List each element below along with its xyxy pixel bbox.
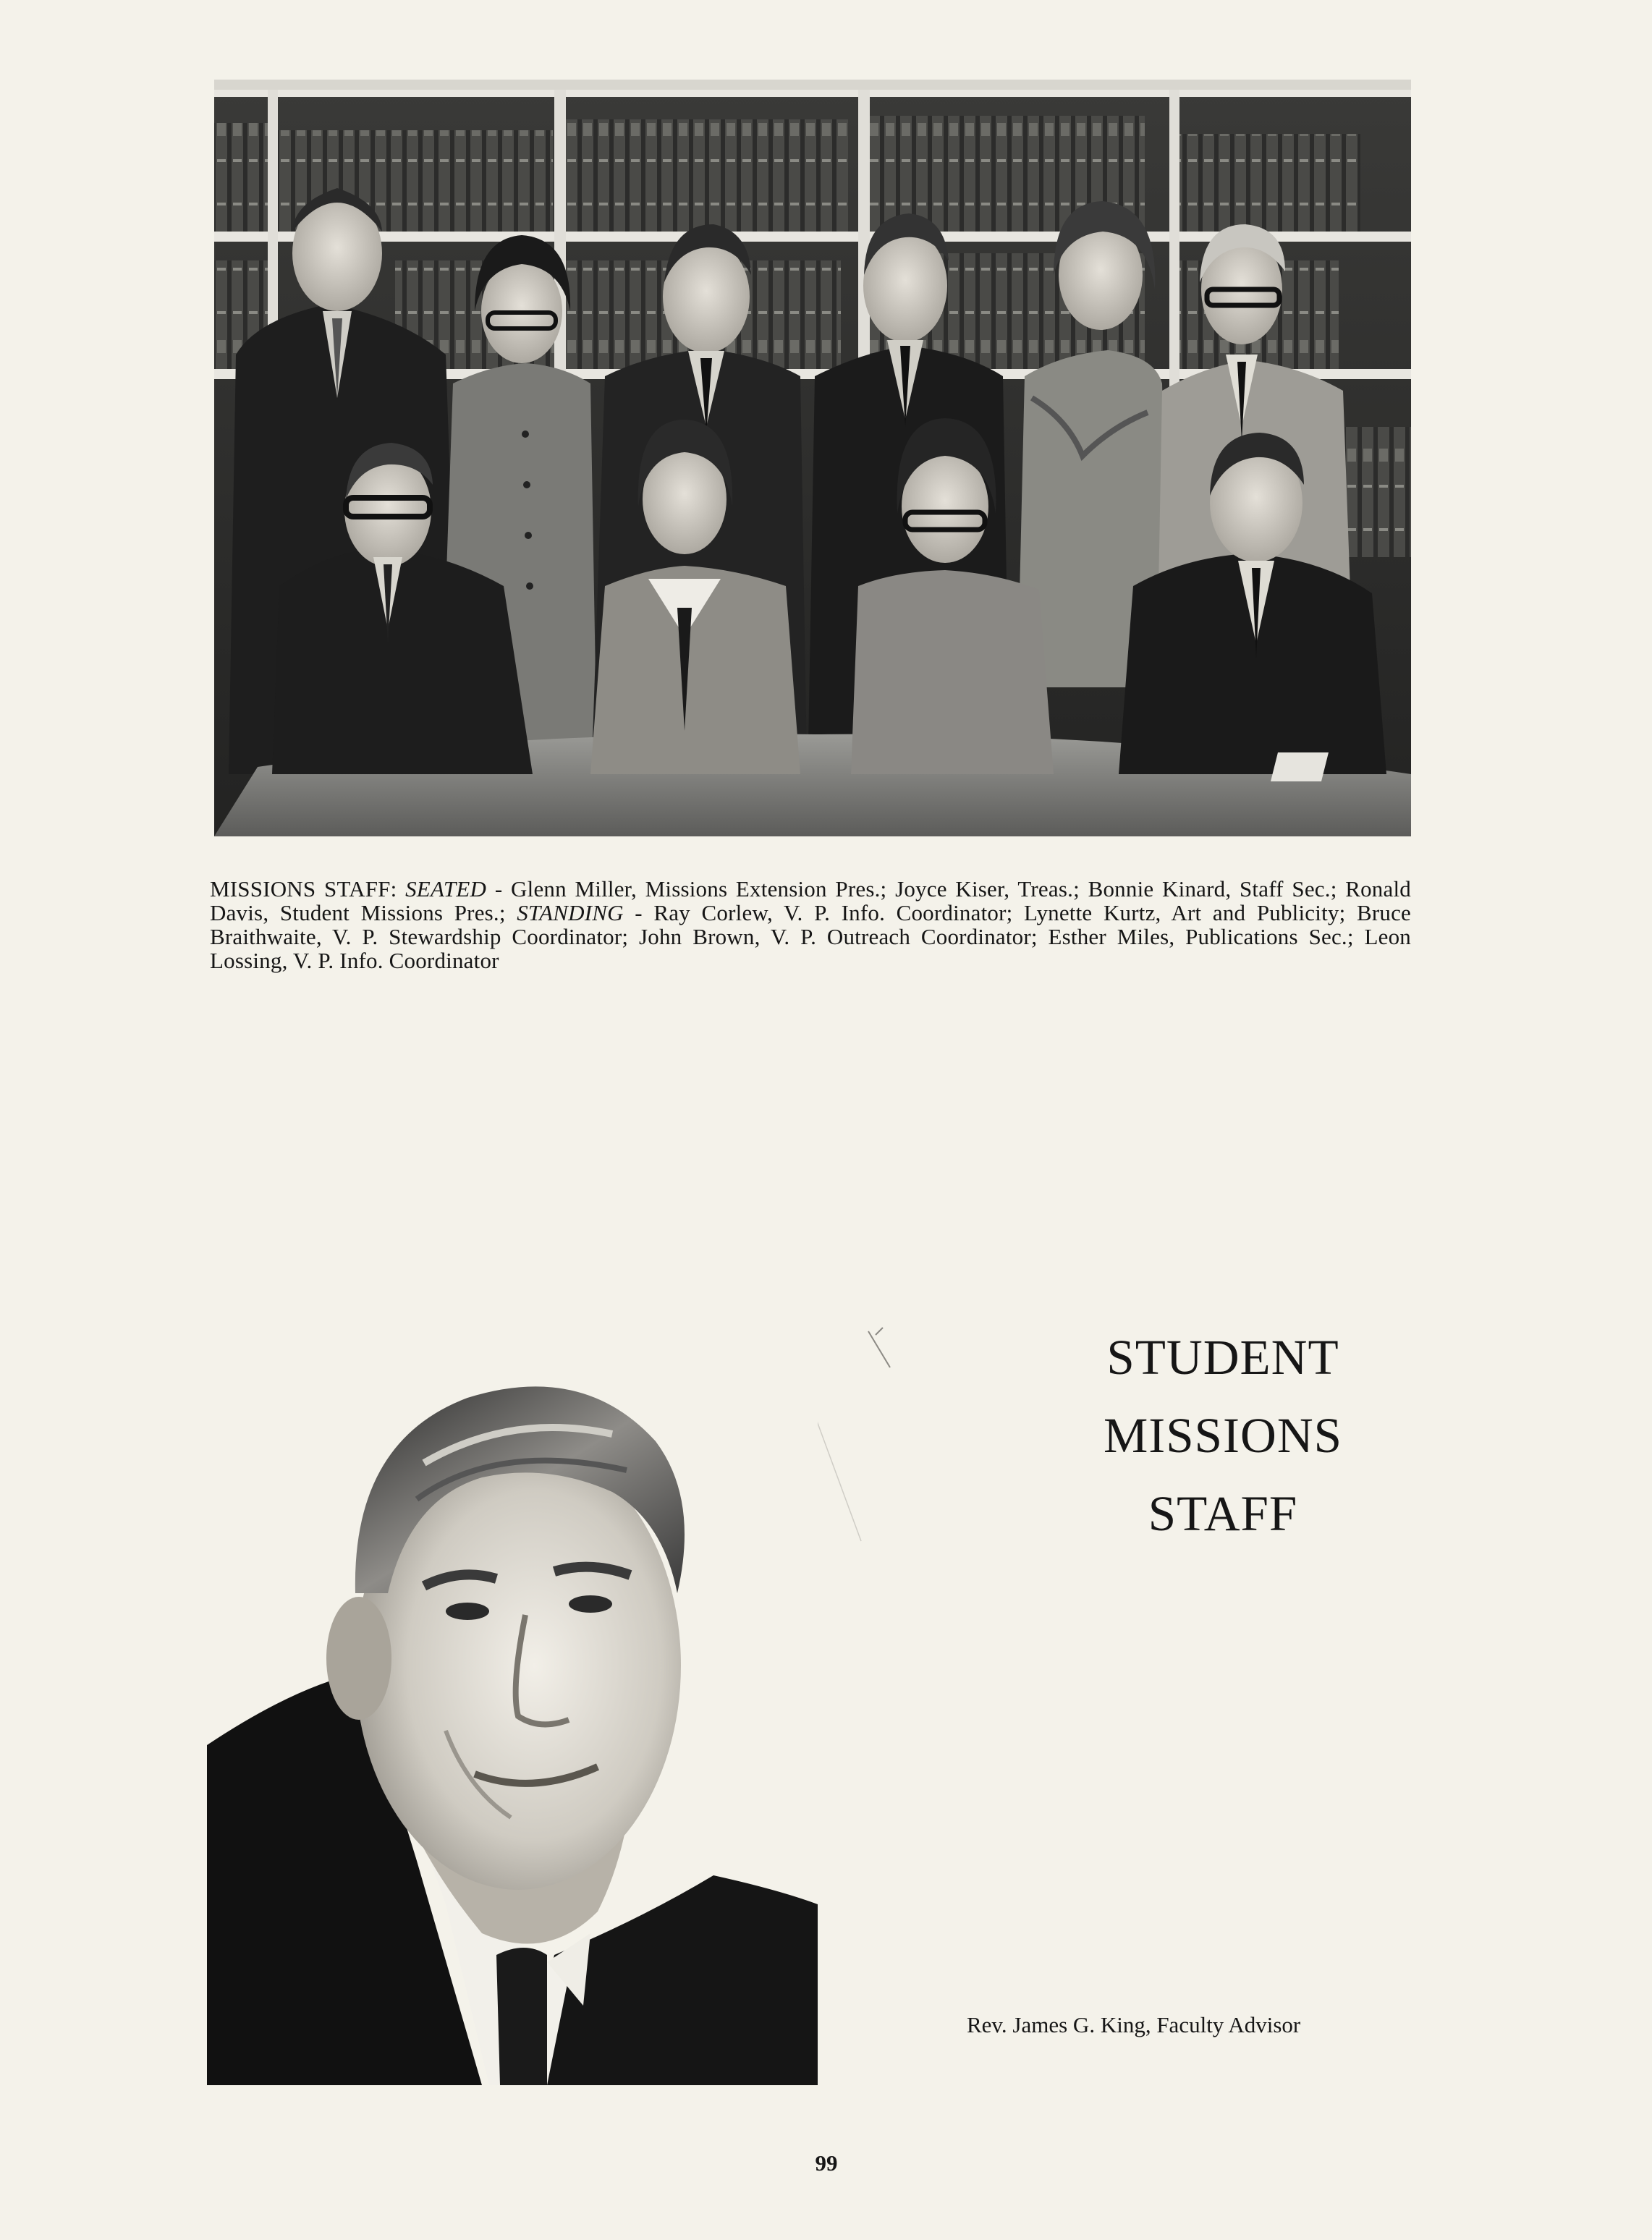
page-title [1042, 1318, 1404, 1553]
advisor-caption: Rev. James G. King, Faculty Advisor [967, 2012, 1301, 2037]
caption-standing-text: - Ray Corlew, V. P. Info. Coordinator; Lynette Kurtz, Art and Publicity; Bruce Braithwaite, V. P. Stewardship Coordinator; John Brown, V. P. Outreach Coordinator; Esther Miles, Publications Sec.; Leon Lossing, V. P. Info. Coordinator [210, 900, 1412, 973]
group-photo-image [214, 80, 1411, 836]
title-line-3: STAFF [1148, 1486, 1298, 1541]
caption-seated-text: - Glenn Miller, Missions Extension Pres.; Joyce Kiser, Treas.; Bonnie Kinard, Staff Sec.; Ronald Davis, Student Missions Pres.; [210, 876, 1411, 925]
caption-lead: MISSIONS STAFF: [210, 876, 406, 901]
title-line-2: MISSIONS [1103, 1408, 1343, 1463]
caption-seated-label: SEATED [405, 876, 487, 901]
title-line-1: STUDENT [1106, 1330, 1339, 1385]
group-photo [214, 80, 1411, 836]
group-photo-caption [210, 877, 1411, 972]
caption-standing-label: STANDING [517, 900, 624, 925]
advisor-portrait-image [207, 1354, 818, 2085]
page-number: 99 [815, 2150, 838, 2176]
advisor-portrait [207, 1354, 818, 2085]
